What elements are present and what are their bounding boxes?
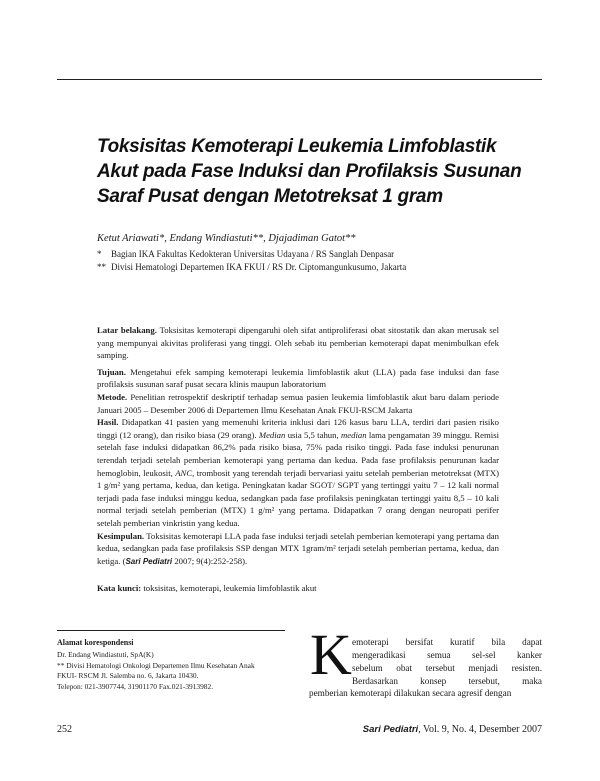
top-rule <box>57 79 542 80</box>
hasil-label: Hasil. <box>97 417 119 428</box>
body-line: Berdasarkan konsep tersebut, maka <box>352 675 542 686</box>
article-title <box>97 134 522 209</box>
hasil-text-b: usia 5,5 tahun, <box>285 429 341 440</box>
tujuan-label: Tujuan. <box>97 366 126 377</box>
citation-rest: 2007; 9(4):252-258). <box>172 555 248 566</box>
affiliation-mark: ** <box>97 262 106 272</box>
correspondence-line: FKUI- RSCM Jl. Salemba no. 6, Jakarta 10430. <box>57 671 199 681</box>
correspondence <box>57 638 292 692</box>
anc-term: ANC <box>175 467 193 478</box>
body-line: emoterapi bersifat kuratif bila dapat <box>352 637 542 647</box>
journal-name: Sari Pediatri <box>362 724 419 735</box>
metode-text: Penelitian retrospektif deskriptif terhadap semua pasien leukemia limfoblastik akut baru dalam periode Januari 2005 – Desember 2006 di Departemen Ilmu Kesehatan Anak FKUI-RSCM Jakarta <box>97 391 499 415</box>
abstract-kesimpulan <box>97 530 499 569</box>
drop-cap: K <box>310 622 352 687</box>
page-number: 252 <box>57 724 72 735</box>
journal-issue: , Vol. 9, No. 4, Desember 2007 <box>418 724 542 735</box>
title-line-2: Akut pada Fase Induksi dan Profilaksis Susunan <box>97 161 522 182</box>
median-term: median <box>340 429 367 440</box>
median-term: Median <box>258 429 286 440</box>
keywords-text: toksisitas, kemoterapi, leukemia limfoblastik akut <box>141 583 317 593</box>
latar-label: Latar belakang. <box>97 325 157 335</box>
body-line: mengeradikasi semua sel-sel kanker <box>352 649 542 660</box>
keywords <box>97 583 317 593</box>
affiliation-1 <box>97 249 394 259</box>
kesimpulan-label: Kesimpulan. <box>97 530 145 541</box>
correspondence-heading: Alamat korespondensi <box>57 638 134 647</box>
abstract <box>97 324 499 568</box>
abstract-latar <box>97 324 499 362</box>
journal-footer <box>363 724 542 735</box>
body-line: sebelum obat tersebut menjadi resisten. <box>352 662 542 673</box>
metode-label: Metode. <box>97 391 128 402</box>
correspondence-rule <box>57 630 285 631</box>
authors: Ketut Ariawati*, Endang Windiastuti**, Djajadiman Gatot** <box>97 233 356 244</box>
affiliation-text: Divisi Hematologi Departemen IKA FKUI / RS Dr. Ciptomangunkusumo, Jakarta <box>111 262 407 272</box>
correspondence-line: ** Divisi Hematologi Onkologi Departemen Ilmu Kesehatan Anak <box>57 660 255 670</box>
hasil-text-d: , trombosit yang terendah terjadi bervariasi yaitu setelah pemberian metotreksat (MTX) 1 g/m² yang pertama, kedua, dan ketiga. Peningkatan kadar SGOT/ SGPT yang tertinggi yaitu 7 – 12 kali normal terjadi pada fase induksi minggu kedua, sedangkan pada fase profilaksis peningkatan tertinggi yaitu 8,5 – 10 kali normal terjadi setelah pemberian (MTX) 1 g/m² yang pertama. Didapatkan 7 orang dengan neuropati perifer setelah pemberian vinkristin yang kedua. <box>97 467 499 528</box>
title-line-1: Toksisitas Kemoterapi Leukemia Limfoblastik <box>97 136 497 157</box>
affiliation-mark: * <box>97 249 102 259</box>
body-text <box>352 636 542 688</box>
abstract-hasil <box>97 416 499 529</box>
hasil-text-c: lama pengamatan 39 minggu. Remisi setelah fase induksi didapatkan 86,2% pada risiko biasa, 75% pada risiko tinggi. Pada fase induksi penurunan terendah terjadi setelah pemberian kemoterapi yang pertama dan kedua. Pada fase profilaksis penurunan kadar hemoglobin, leukosit, <box>97 429 499 478</box>
keywords-label: Kata kunci: <box>97 583 142 593</box>
hasil-text-a: Didapatkan 41 pasien yang memenuhi kriteria inklusi dari 126 kasus baru LLA, terdiri dari pasien risiko tinggi (12 orang), dan risiko biasa (29 orang). <box>97 417 499 440</box>
kesimpulan-text: Toksisitas kemoterapi LLA pada fase induksi terjadi setelah pemberian kemoterapi yang pertama dan kedua, sedangkan pada fase profilaksis SSP dengan MTX 1gram/m² terjadi setelah pemberian pertama, kedua, dan ketiga. ( <box>97 530 499 566</box>
affiliation-text: Bagian IKA Fakultas Kedokteran Universitas Udayana / RS Sanglah Denpasar <box>111 249 395 259</box>
citation-journal: Sari Pediatri <box>125 556 173 566</box>
abstract-tujuan <box>97 366 499 391</box>
latar-text: Toksisitas kemoterapi dipengaruhi oleh sifat antiproliferasi obat sitostatik dan akan merusak sel yang mempunyai akivitas proliferasi yang tinggi. Oleh sebab itu pemberian kemoterapi dapat menimbulkan efek samping. <box>97 325 499 361</box>
title-line-3: Saraf Pusat dengan Metotreksat 1 gram <box>97 186 443 207</box>
correspondence-line: Telepon: 021-3907744, 31901170 Fax.021-3913982. <box>57 681 214 691</box>
correspondence-line: Dr. Endang Windiastuti, SpA(K) <box>57 650 154 660</box>
affiliation-2 <box>97 262 406 272</box>
abstract-metode <box>97 391 499 416</box>
body-last-line: pemberian kemoterapi dilakukan secara agresif dengan <box>309 688 512 698</box>
tujuan-text: Mengetahui efek samping kemoterapi leukemia limfoblastik akut (LLA) pada fase induksi dan fase profilaksis susunan saraf pusat secara klinis maupun laboratorium <box>97 366 499 390</box>
